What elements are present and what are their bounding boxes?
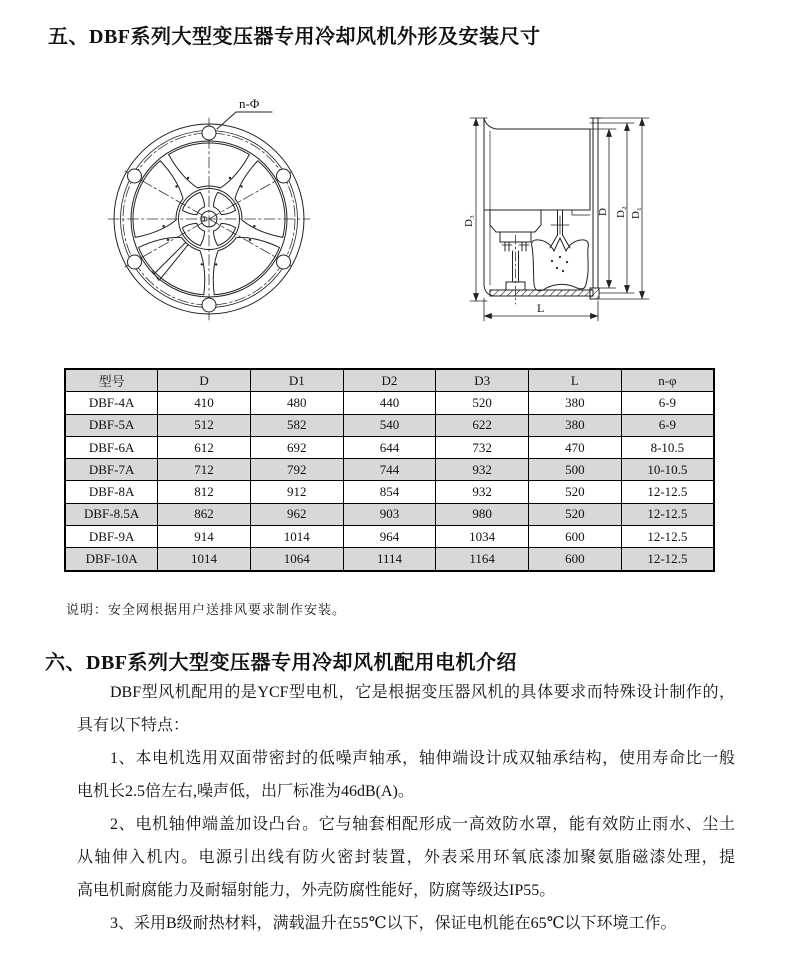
col-header: D2 <box>343 369 436 392</box>
dim-d3 <box>463 118 487 301</box>
table-row: DBF-4A 410 480 440 520 380 6-9 <box>65 392 714 414</box>
body-line: DBF型风机配用的是YCF型电机，它是根据变压器风机的具体要求而特殊设计制作的， <box>110 684 735 701</box>
svg-text:D₁: D₁ <box>630 207 642 219</box>
body-line: 2、电机轴伸端盖加设凸台。它与轴套相配形成一高效防水罩，能有效防止雨水、尘土 <box>110 816 735 833</box>
body-line: 3、采用B级耐热材料，满载温升在55℃以下，保证电机能在65℃以下环境工作。 <box>110 915 677 932</box>
col-header: D1 <box>250 369 343 392</box>
col-header: n-φ <box>621 369 714 392</box>
fan-drawings <box>60 85 760 345</box>
fan-side-view <box>463 118 649 321</box>
table-row: DBF-7A 712 792 744 932 500 10-10.5 <box>65 459 714 481</box>
table-row: DBF-6A 612 692 644 732 470 8-10.5 <box>65 436 714 458</box>
body-line: 从轴伸入机内。电源引出线有防火密封装置，外表采用环氧底漆加聚氨脂磁漆处理，提 <box>77 849 735 866</box>
svg-text:D₃: D₃ <box>463 215 475 227</box>
svg-text:D₂: D₂ <box>615 206 627 218</box>
dim-l <box>484 298 598 321</box>
body-line: 高电机耐腐能力及耐辐射能力，外壳防腐性能好，防腐等级达IP55。 <box>77 882 556 899</box>
table-row: DBF-8.5A 862 962 903 980 520 12-12.5 <box>65 503 714 525</box>
section6-title: 六、DBF系列大型变压器专用冷却风机配用电机介绍 <box>45 652 517 674</box>
body-line: 1、本电机选用双面带密封的低噪声轴承，轴伸端设计成双轴承结构，使用寿命比一般 <box>110 750 735 767</box>
svg-text:L: L <box>537 301 545 315</box>
svg-text:D: D <box>597 208 609 216</box>
dim-d2 <box>590 123 634 293</box>
col-header: L <box>529 369 622 392</box>
dim-d <box>590 129 616 288</box>
col-header: D <box>158 369 251 392</box>
motor-description <box>77 676 735 940</box>
table-note: 说明：安全网根据用户送排风要求制作安装。 <box>66 602 347 617</box>
body-line: 电机长2.5倍左右,噪声低，出厂标准为46dB(A)。 <box>77 783 414 800</box>
table-row: DBF-8A 812 912 854 932 520 12-12.5 <box>65 481 714 503</box>
hole-count-label: n-Φ <box>239 96 260 111</box>
col-header: 型号 <box>65 369 158 392</box>
table-header-row <box>65 369 714 392</box>
fan-front-view <box>108 96 310 320</box>
dimension-table <box>64 368 715 572</box>
body-line: 具有以下特点： <box>77 717 190 734</box>
side-blade <box>532 210 589 291</box>
table-row: DBF-10A 1014 1064 1114 1164 600 12-12.5 <box>65 548 714 571</box>
col-header: D3 <box>436 369 529 392</box>
table-row: DBF-5A 512 582 540 622 380 6-9 <box>65 414 714 436</box>
section5-title: 五、DBF系列大型变压器专用冷却风机外形及安装尺寸 <box>48 26 541 48</box>
hole-callout <box>217 96 272 129</box>
table-row: DBF-9A 914 1014 964 1034 600 12-12.5 <box>65 526 714 548</box>
